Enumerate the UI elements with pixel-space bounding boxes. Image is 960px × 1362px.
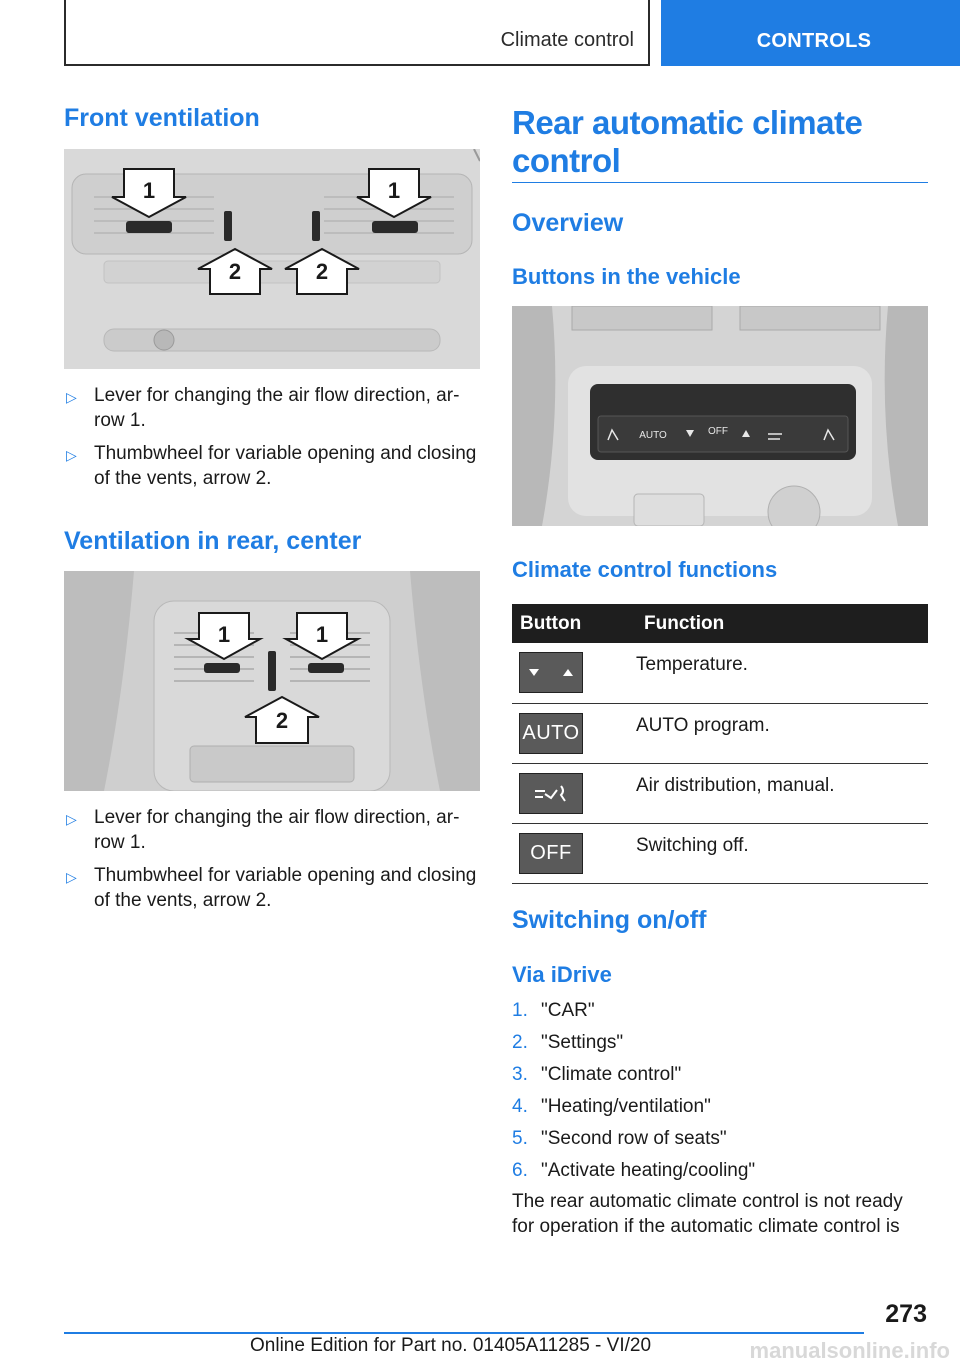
front-ventilation-heading: Front ventilation: [64, 104, 260, 132]
triangle-bullet-icon: ▷: [66, 389, 77, 405]
header-chapter-title: CONTROLS: [756, 30, 872, 52]
rear-climate-title: [512, 104, 862, 180]
front-vents-image: [64, 149, 480, 369]
list-item: ▷ Lever for changing the air flow direction, ar-row 1.: [66, 385, 460, 431]
front-lever-right: [372, 221, 418, 233]
function-text: Temperature.: [636, 643, 928, 703]
svg-text:1: 1: [387, 178, 401, 203]
header-chapter-tab[interactable]: [661, 0, 960, 66]
column-header-button: Button: [512, 604, 636, 643]
rear-center-vents-image: [64, 571, 480, 791]
list-item: 1. "CAR": [512, 1000, 595, 1021]
idrive-steps-list: [512, 995, 755, 1187]
function-text: AUTO program.: [636, 703, 928, 763]
auto-button-icon: AUTO: [519, 713, 583, 754]
buttons-heading: Buttons in the vehicle: [512, 264, 741, 289]
list-item: 6. "Activate heating/cooling": [512, 1160, 756, 1181]
title-rule: [512, 182, 928, 183]
list-item: 2. "Settings": [512, 1032, 624, 1053]
list-item: ▷ Lever for changing the air flow direction, ar-row 1.: [66, 807, 460, 853]
rear-climate-title-line2: control: [512, 142, 621, 179]
list-item: 5. "Second row of seats": [512, 1128, 727, 1149]
header-section-title: Climate control: [500, 29, 634, 51]
list-item: ▷ Thumbwheel for variable opening and closing of the vents, arrow 2.: [66, 443, 477, 489]
footer-rule: [64, 1332, 864, 1334]
functions-heading: Climate control functions: [512, 557, 778, 582]
temperature-buttons-icon: [519, 652, 583, 693]
off-button-icon: OFF: [519, 833, 583, 874]
function-text: Air distribution, manual.: [636, 763, 928, 823]
svg-text:OFF: OFF: [708, 426, 728, 437]
table-row: [512, 703, 928, 763]
rear-ventilation-list: [64, 805, 482, 921]
svg-text:AUTO: AUTO: [639, 430, 667, 441]
svg-text:1: 1: [315, 622, 329, 647]
list-item: 4. "Heating/ventilation": [512, 1096, 711, 1117]
closing-paragraph: The rear automatic climate control is not ready for operation if the automatic climate control is: [512, 1191, 903, 1237]
overview-heading: Overview: [512, 209, 624, 237]
table-row: [512, 763, 928, 823]
rear-climate-title-line1: Rear automatic climate: [512, 104, 863, 141]
svg-text:2: 2: [275, 708, 289, 733]
front-lever-left: [126, 221, 172, 233]
table-row: [512, 643, 928, 703]
rear-control-panel-image: [512, 306, 928, 526]
svg-text:1: 1: [142, 178, 156, 203]
page-number: 273: [885, 1300, 927, 1328]
function-text: Switching off.: [636, 823, 928, 883]
rear-center-ventilation-heading: Ventilation in rear, center: [64, 527, 362, 555]
idrive-heading: Via iDrive: [512, 962, 612, 987]
svg-text:1: 1: [217, 622, 231, 647]
front-ventilation-list: [64, 383, 482, 499]
switching-heading: Switching on/off: [512, 906, 707, 934]
header-section-box: [64, 0, 650, 66]
triangle-bullet-icon: ▷: [66, 447, 77, 463]
watermark: manualsonline.info: [749, 1338, 950, 1362]
list-item: 3. "Climate control": [512, 1064, 682, 1085]
air-distribution-icon: [519, 773, 583, 814]
triangle-bullet-icon: ▷: [66, 869, 77, 885]
table-row: [512, 823, 928, 883]
svg-text:2: 2: [315, 259, 329, 284]
column-header-function: Function: [636, 604, 928, 643]
footer-edition: Online Edition for Part no. 01405A11285 - VI/20: [250, 1335, 652, 1356]
climate-functions-table: [512, 604, 928, 884]
list-item: ▷ Thumbwheel for variable opening and closing of the vents, arrow 2.: [66, 865, 477, 911]
table-header-row: [512, 604, 928, 643]
triangle-bullet-icon: ▷: [66, 811, 77, 827]
svg-text:2: 2: [228, 259, 242, 284]
